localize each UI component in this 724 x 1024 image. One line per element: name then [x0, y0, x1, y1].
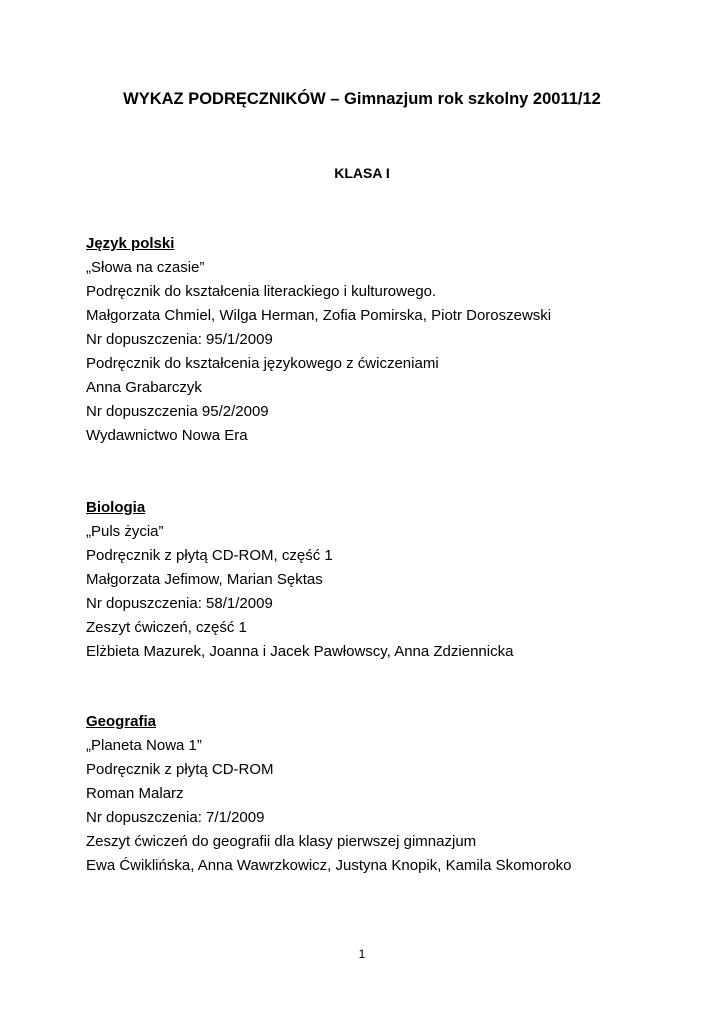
page-title: WYKAZ PODRĘCZNIKÓW – Gimnazjum rok szkolny 20011/12 — [123, 90, 601, 108]
book-description: Podręcznik do kształcenia literackiego i kulturowego. — [86, 283, 437, 300]
book-description: Podręcznik z płytą CD-ROM — [86, 761, 274, 778]
section-jezyk-polski — [86, 232, 706, 448]
approval-number: Nr dopuszczenia 95/2/2009 — [86, 403, 269, 420]
workbook-description: Zeszyt ćwiczeń, część 1 — [86, 619, 247, 636]
book-description: Podręcznik do kształcenia językowego z ćwiczeniami — [86, 355, 439, 372]
workbook-description: Zeszyt ćwiczeń do geografii dla klasy pierwszej gimnazjum — [86, 833, 477, 850]
book-authors: Małgorzata Jefimow, Marian Sęktas — [86, 571, 323, 588]
book-authors: Małgorzata Chmiel, Wilga Herman, Zofia Pomirska, Piotr Doroszewski — [86, 307, 552, 324]
book-authors: Anna Grabarczyk — [86, 379, 202, 396]
approval-number: Nr dopuszczenia: 58/1/2009 — [86, 595, 273, 612]
book-description: Podręcznik z płytą CD-ROM, część 1 — [86, 547, 333, 564]
book-title: „Puls życia” — [86, 523, 164, 540]
approval-number: Nr dopuszczenia: 7/1/2009 — [86, 809, 265, 826]
publisher: Wydawnictwo Nowa Era — [86, 427, 248, 444]
page-number: 1 — [358, 947, 366, 961]
section-geografia — [86, 710, 706, 878]
approval-number: Nr dopuszczenia: 95/1/2009 — [86, 331, 273, 348]
section-title: Geografia — [86, 713, 157, 730]
workbook-authors: Elżbieta Mazurek, Joanna i Jacek Pawłowscy, Anna Zdziennicka — [86, 643, 514, 660]
workbook-authors: Ewa Ćwiklińska, Anna Wawrzkowicz, Justyna Knopik, Kamila Skomoroko — [86, 857, 572, 874]
book-title: „Planeta Nowa 1” — [86, 737, 202, 754]
book-title: „Słowa na czasie” — [86, 259, 205, 276]
section-title: Język polski — [86, 235, 175, 252]
section-title: Biologia — [86, 499, 146, 516]
class-heading: KLASA I — [334, 165, 390, 181]
book-authors: Roman Malarz — [86, 785, 184, 802]
section-biologia — [86, 496, 706, 664]
